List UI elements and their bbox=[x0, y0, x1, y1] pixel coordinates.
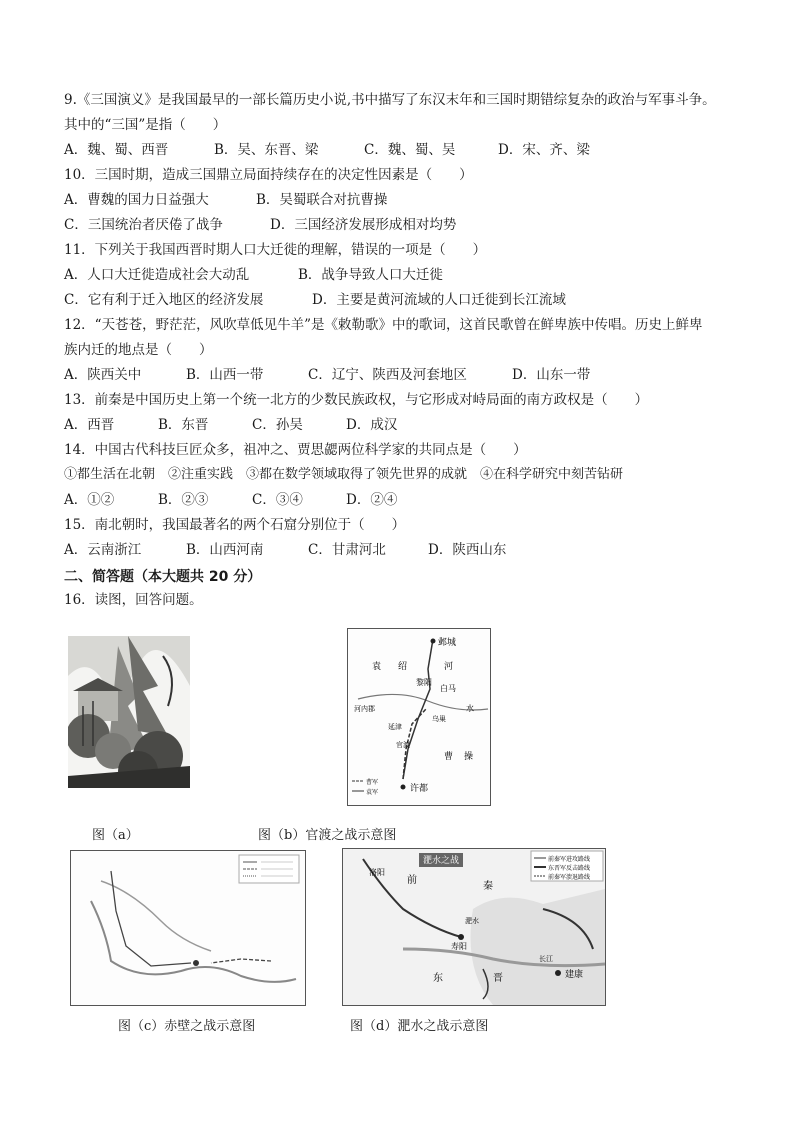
figure-a-painting bbox=[68, 636, 190, 788]
label-shouyang: 寿阳 bbox=[451, 942, 467, 951]
q11-option-c: C．它有利于迁入地区的经济发展 bbox=[64, 292, 264, 308]
q11-option-d: D．主要是黄河流域的人口迁徙到长江流域 bbox=[312, 292, 566, 308]
q11-option-a: A．人口大迁徙造成社会大动乱 bbox=[64, 267, 250, 283]
label-yuan: 袁 bbox=[372, 662, 382, 672]
legend-cao-army: 曹军 bbox=[366, 779, 379, 786]
label-guandu: 官渡 bbox=[396, 741, 410, 749]
figure-b-guandu-map bbox=[347, 628, 491, 806]
chibi-battle-map bbox=[71, 851, 305, 1005]
q15-option-c: C．甘肃河北 bbox=[308, 542, 386, 558]
q12-option-b: B．山西一带 bbox=[186, 367, 264, 383]
label-cao: 曹 bbox=[444, 752, 454, 762]
figure-b-caption: 图（b）官渡之战示意图 bbox=[258, 828, 397, 843]
label-jiankang: 建康 bbox=[565, 970, 584, 980]
q15-option-a: A．云南浙江 bbox=[64, 542, 142, 558]
q13-option-c: C．孙吴 bbox=[252, 417, 303, 433]
label-changjiang: 长江 bbox=[539, 955, 553, 963]
q13-option-b: B．东晋 bbox=[158, 417, 209, 433]
label-he: 河 bbox=[444, 662, 454, 672]
q14-statements: ①都生活在北朝 ②注重实践 ③都在数学领域取得了领先世界的成就 ④在科学研究中刻苦钻研 bbox=[64, 467, 624, 482]
q9-option-a: A．魏、蜀、西晋 bbox=[64, 142, 169, 158]
label-yanjin: 延津 bbox=[388, 723, 402, 731]
feishui-battle-map bbox=[343, 849, 605, 1005]
q12-stem-line2: 族内迁的地点是（ ） bbox=[64, 342, 213, 358]
q11-option-b: B．战争导致人口大迁徙 bbox=[298, 267, 443, 283]
legend-qin-attack: 前秦军进攻路线 bbox=[548, 856, 591, 863]
q10-option-b: B．吴蜀联合对抗曹操 bbox=[256, 192, 388, 208]
yangtze-river-line bbox=[91, 901, 296, 982]
allied-army-route bbox=[211, 959, 271, 963]
figure-c-chibi-map bbox=[70, 850, 306, 1006]
q9-stem-line2: 其中的“三国”是指（ ） bbox=[64, 117, 227, 133]
city-marker-xudu bbox=[401, 785, 406, 790]
legend-qin-retreat: 前秦军溃退路线 bbox=[548, 874, 591, 881]
q14-option-c: C．③④ bbox=[252, 492, 303, 508]
q15-option-b: B．山西河南 bbox=[186, 542, 264, 558]
label-qian: 前 bbox=[407, 875, 417, 886]
q9-option-b: B．吴、东晋、梁 bbox=[214, 142, 319, 158]
label-jin: 晋 bbox=[493, 973, 503, 984]
q14-option-d: D．②④ bbox=[346, 492, 398, 508]
legend-jin-counter: 东晋军反击路线 bbox=[548, 865, 591, 872]
q15-stem: 15．南北朝时，我国最著名的两个石窟分别位于（ ） bbox=[64, 517, 406, 533]
label-qin: 秦 bbox=[483, 881, 493, 892]
q13-option-a: A．西晋 bbox=[64, 417, 115, 433]
figure-d-caption: 图（d）淝水之战示意图 bbox=[350, 1019, 489, 1034]
q14-option-b: B．②③ bbox=[158, 492, 209, 508]
q13-stem: 13．前秦是中国历史上第一个统一北方的少数民族政权，与它形成对峙局面的南方政权是（ ） bbox=[64, 392, 649, 408]
figure-a-caption: 图（a） bbox=[92, 828, 139, 843]
label-yecheng: 邺城 bbox=[438, 638, 457, 648]
yuan-army-route bbox=[403, 639, 433, 779]
label-henei: 河内郡 bbox=[354, 705, 375, 713]
cao-army-route bbox=[111, 871, 191, 966]
city-marker-yecheng bbox=[431, 639, 436, 644]
label-shao: 绍 bbox=[398, 662, 408, 672]
label-wuchao: 乌巢 bbox=[432, 715, 446, 723]
q15-option-d: D．陕西山东 bbox=[428, 542, 507, 558]
label-shui: 水 bbox=[466, 704, 474, 713]
q12-option-c: C．辽宁、陕西及河套地区 bbox=[308, 367, 467, 383]
landscape-painting-image bbox=[68, 636, 190, 788]
chibi-marker bbox=[193, 960, 199, 966]
q16-stem: 16．读图，回答问题。 bbox=[64, 592, 203, 608]
q10-option-a: A．曹魏的国力日益强大 bbox=[64, 192, 209, 208]
label-caocao: 操 bbox=[464, 752, 474, 762]
q14-option-a: A．①② bbox=[64, 492, 115, 508]
q13-option-d: D．成汉 bbox=[346, 417, 398, 433]
label-dong: 东 bbox=[433, 973, 443, 984]
q9-option-d: D．宋、齐、梁 bbox=[498, 142, 590, 158]
q12-option-d: D．山东一带 bbox=[512, 367, 591, 383]
figure-d-feishui-map bbox=[342, 848, 606, 1006]
figure-c-caption: 图（c）赤壁之战示意图 bbox=[118, 1019, 256, 1034]
q12-stem-line1: 12．“天苍苍，野茫茫，风吹草低见牛羊”是《敕勒歌》中的歌词，这首民歌曾在鲜卑族中传唱。历史上鲜卑 bbox=[64, 317, 703, 333]
label-feishui-battle: 淝水之战 bbox=[423, 856, 460, 866]
label-baima: 白马 bbox=[440, 684, 456, 693]
label-feishui: 淝水 bbox=[465, 917, 479, 925]
shouyang-marker bbox=[458, 934, 464, 940]
q9-option-c: C．魏、蜀、吴 bbox=[364, 142, 456, 158]
q10-option-c: C．三国统治者厌倦了战争 bbox=[64, 217, 223, 233]
label-liyang: 黎阳 bbox=[416, 678, 432, 687]
label-xudu: 许都 bbox=[410, 784, 429, 794]
q12-option-a: A．陕西关中 bbox=[64, 367, 142, 383]
q14-stem: 14．中国古代科技巨匠众多，祖冲之、贾思勰两位科学家的共同点是（ ） bbox=[64, 442, 527, 458]
section-title: 二、简答题（本大题共 20 分） bbox=[64, 569, 262, 585]
region-shading bbox=[471, 889, 606, 1005]
q11-stem: 11．下列关于我国西晋时期人口大迁徙的理解，错误的一项是（ ） bbox=[64, 242, 487, 258]
q9-stem-line1: 9.《三国演义》是我国最早的一部长篇历史小说,书中描写了东汉末年和三国时期错综复杂的政治与军事斗争。 bbox=[64, 92, 716, 108]
q10-option-d: D．三国经济发展形成相对均势 bbox=[270, 217, 457, 233]
jiankang-marker bbox=[555, 970, 561, 976]
legend-yuan-army: 袁军 bbox=[366, 789, 379, 796]
guandu-battle-map bbox=[348, 629, 490, 805]
q10-stem: 10．三国时期，造成三国鼎立局面持续存在的决定性因素是（ ） bbox=[64, 167, 473, 183]
label-luoyang: 洛阳 bbox=[369, 868, 385, 877]
